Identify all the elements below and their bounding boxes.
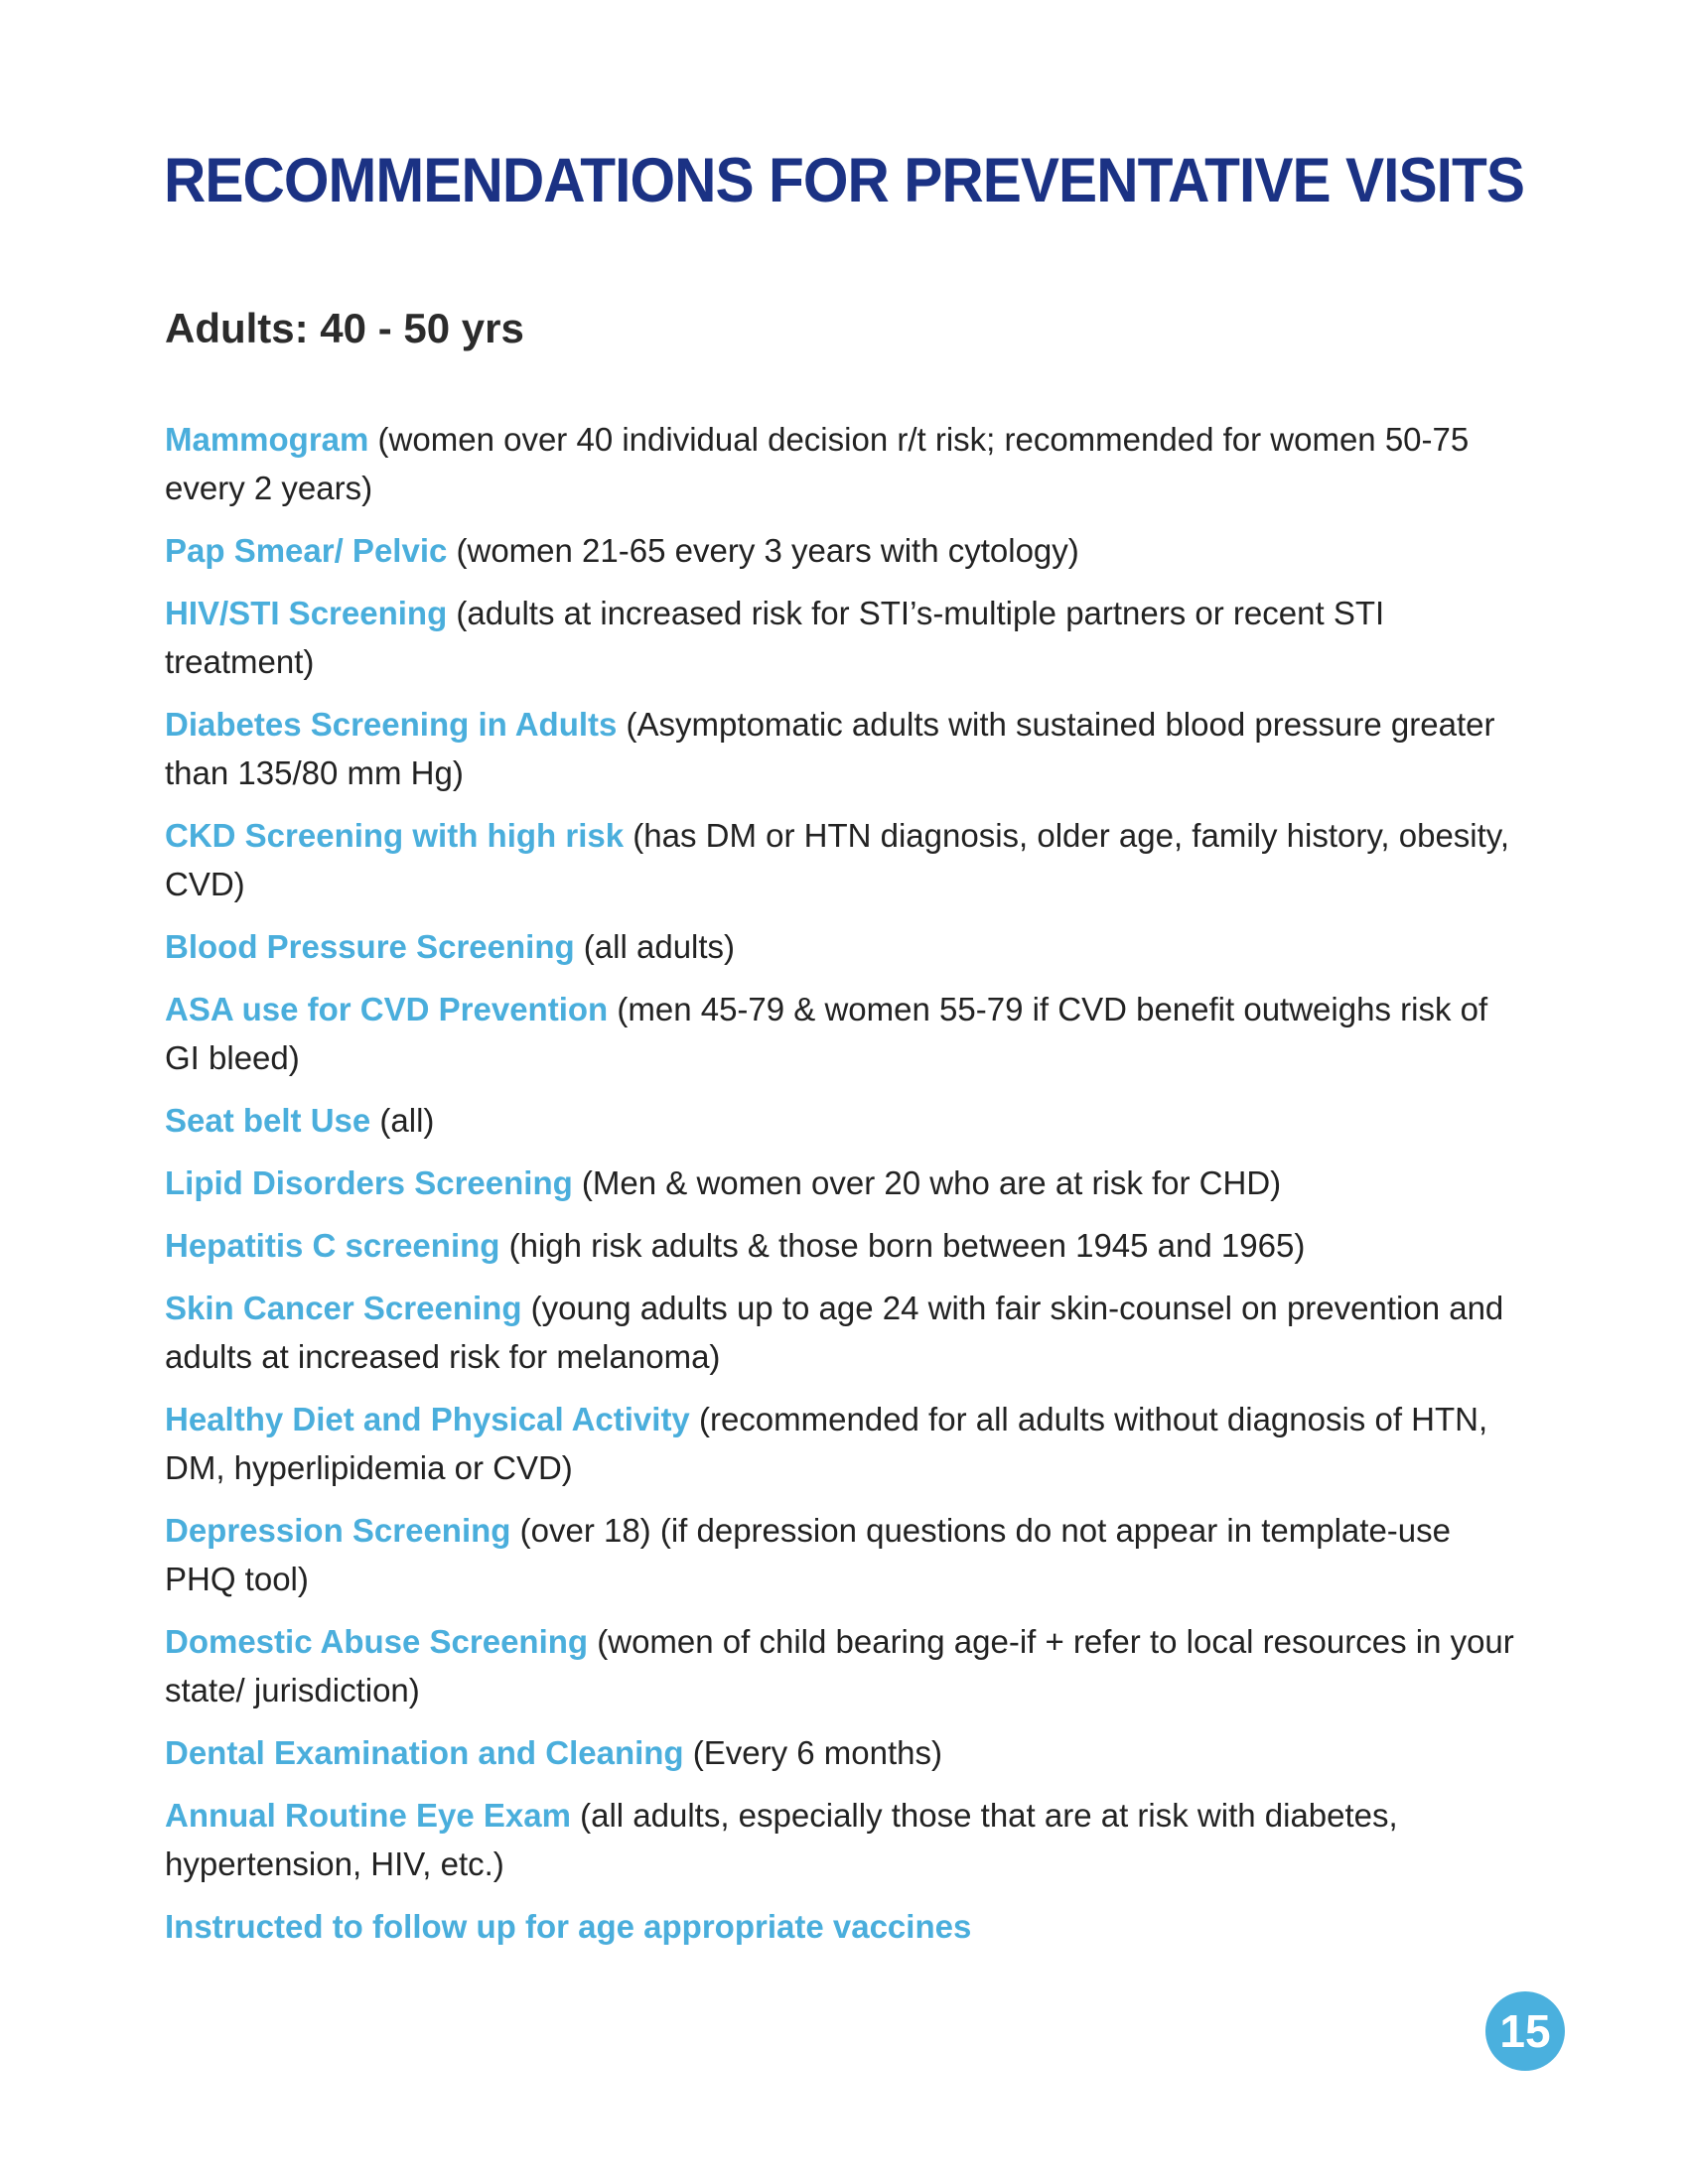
recommendation-name: Depression Screening [165, 1512, 511, 1549]
list-item [165, 1395, 1515, 1492]
recommendation-note: (Asymptomatic adults with sustained blood pressure greater than 135/80 mm Hg) [165, 706, 1495, 791]
recommendation-list [165, 415, 1515, 1965]
recommendation-name: Pap Smear/ Pelvic [165, 532, 448, 569]
recommendation-note: (women 21-65 every 3 years with cytology) [447, 532, 1079, 569]
recommendation-name: Lipid Disorders Screening [165, 1164, 573, 1201]
recommendation-name: Hepatitis C screening [165, 1227, 500, 1264]
recommendation-name: Annual Routine Eye Exam [165, 1797, 571, 1834]
list-item [165, 922, 1515, 971]
list-item [165, 700, 1515, 797]
recommendation-name: CKD Screening with high risk [165, 817, 625, 854]
list-item [165, 415, 1515, 512]
list-item [165, 1096, 1515, 1145]
recommendation-note: (all) [370, 1102, 435, 1139]
recommendation-name: Domestic Abuse Screening [165, 1623, 589, 1660]
recommendation-name: Instructed to follow up for age appropriate vaccines [165, 1908, 972, 1945]
recommendation-name: HIV/STI Screening [165, 595, 448, 631]
recommendation-note: (all adults) [574, 928, 736, 965]
list-item [165, 1791, 1515, 1888]
recommendation-note: (women over 40 individual decision r/t risk; recommended for women 50-75 every 2 years) [165, 421, 1470, 506]
list-item [165, 589, 1515, 686]
recommendation-note: (all adults, especially those that are at risk with diabetes, hypertension, HIV, etc.) [165, 1797, 1398, 1882]
section-heading: Adults: 40 - 50 yrs [165, 305, 524, 351]
recommendation-name: Mammogram [165, 421, 369, 458]
recommendation-note: (over 18) (if depression questions do not appear in template-use PHQ tool) [165, 1512, 1451, 1597]
list-item [165, 1159, 1515, 1207]
recommendation-note: (high risk adults & those born between 1945 and 1965) [499, 1227, 1306, 1264]
recommendation-note: (Men & women over 20 who are at risk for CHD) [572, 1164, 1282, 1201]
list-item [165, 1728, 1515, 1777]
recommendation-name: Dental Examination and Cleaning [165, 1734, 684, 1771]
recommendation-note: (Every 6 months) [683, 1734, 943, 1771]
recommendation-note: (adults at increased risk for STI’s-multiple partners or recent STI treatment) [165, 595, 1385, 680]
list-item [165, 1902, 1515, 1951]
list-item [165, 526, 1515, 575]
recommendation-name: Skin Cancer Screening [165, 1290, 522, 1326]
recommendation-name: Seat belt Use [165, 1102, 371, 1139]
recommendation-note: (women of child bearing age-if + refer to local resources in your state/ jurisdiction) [165, 1623, 1514, 1708]
recommendation-note: (recommended for all adults without diagnosis of HTN, DM, hyperlipidemia or CVD) [165, 1401, 1488, 1486]
list-item [165, 1617, 1515, 1714]
list-item [165, 811, 1515, 908]
recommendation-name: Blood Pressure Screening [165, 928, 575, 965]
recommendation-name: Diabetes Screening in Adults [165, 706, 618, 743]
recommendation-note: (has DM or HTN diagnosis, older age, family history, obesity, CVD) [165, 817, 1510, 902]
page-number-badge: 15 [1485, 1991, 1565, 2071]
list-item [165, 1506, 1515, 1603]
recommendation-name: ASA use for CVD Prevention [165, 991, 609, 1027]
recommendation-note: (young adults up to age 24 with fair skin-counsel on prevention and adults at increased risk for melanoma) [165, 1290, 1504, 1375]
page-title: RECOMMENDATIONS FOR PREVENTATIVE VISITS [164, 146, 1524, 215]
list-item [165, 1221, 1515, 1270]
list-item [165, 985, 1515, 1082]
recommendation-name: Healthy Diet and Physical Activity [165, 1401, 690, 1437]
recommendation-note: (men 45-79 & women 55-79 if CVD benefit outweighs risk of GI bleed) [165, 991, 1488, 1076]
list-item [165, 1284, 1515, 1381]
